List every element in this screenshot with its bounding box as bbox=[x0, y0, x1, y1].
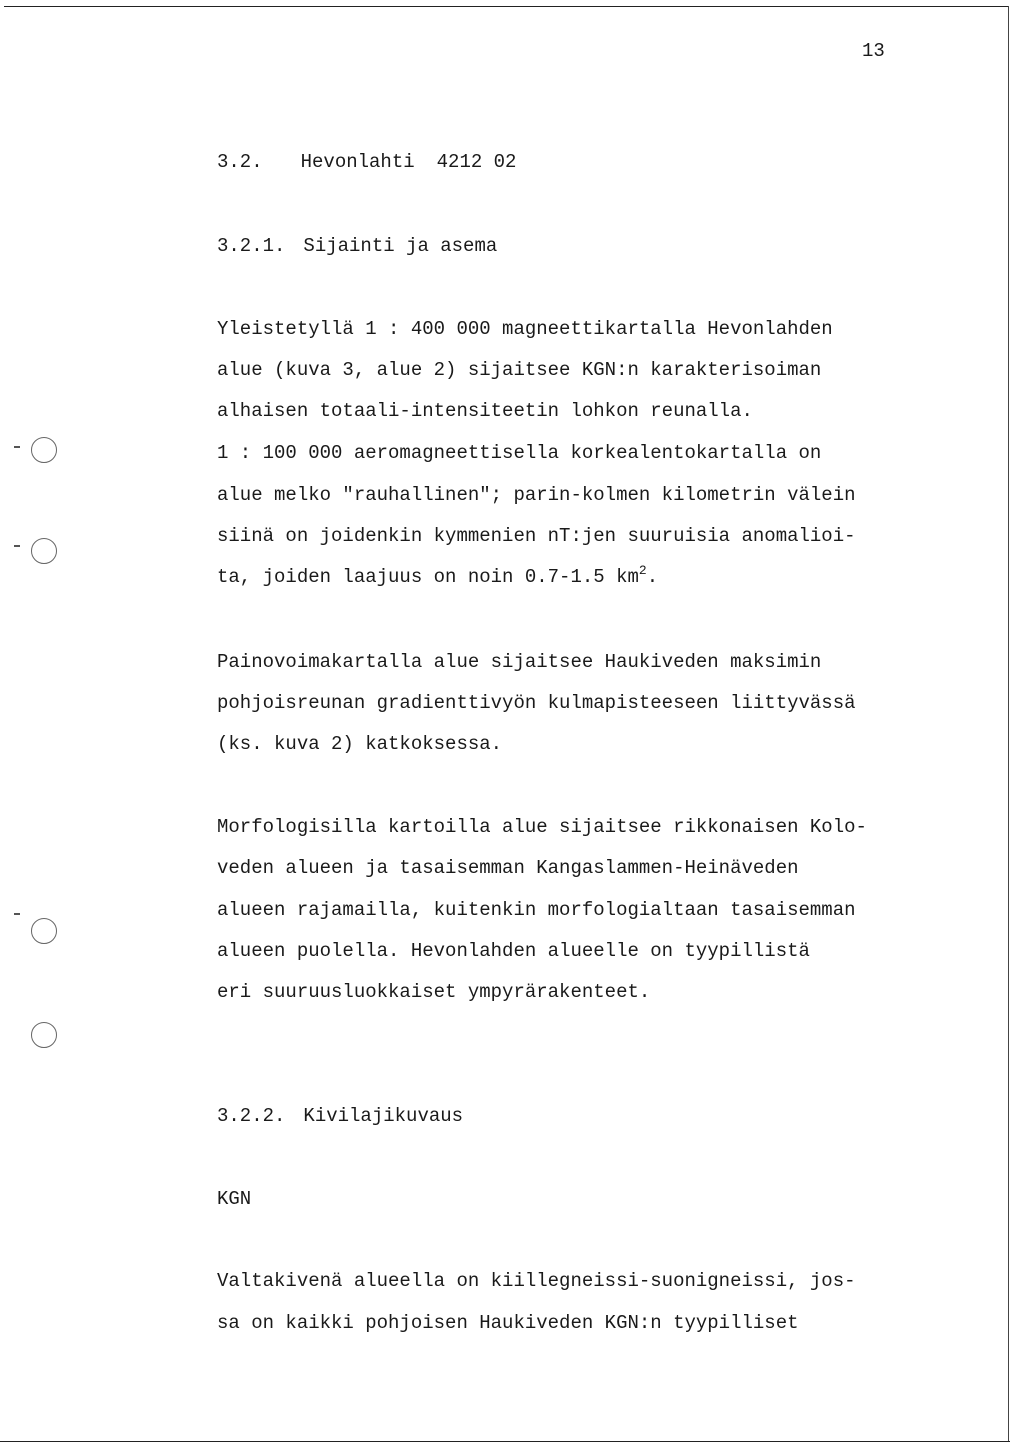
paragraph-line: pohjoisreunan gradienttivyön kulmapisteeseen liittyvässä bbox=[217, 692, 856, 714]
paragraph-line: siinä on joidenkin kymmenien nT:jen suuruisia anomalioi- bbox=[217, 525, 856, 547]
paragraph-text: ta, joiden laajuus on noin 0.7-1.5 km bbox=[217, 566, 639, 588]
section-heading bbox=[217, 151, 516, 173]
section-code: 4212 02 bbox=[436, 151, 517, 173]
paragraph-line: alueen rajamailla, kuitenkin morfologialtaan tasaisemman bbox=[217, 899, 856, 921]
paragraph-line: Valtakivenä alueella on kiillegneissi-suonigneissi, jos- bbox=[217, 1270, 856, 1292]
page-number: 13 bbox=[862, 40, 885, 62]
punch-hole-icon bbox=[31, 538, 57, 564]
subsection-heading-1 bbox=[217, 235, 497, 257]
punch-hole-icon bbox=[31, 1022, 57, 1048]
paragraph-end: . bbox=[646, 566, 659, 588]
subsection-number: 3.2.1. bbox=[217, 235, 286, 257]
punch-hole-icon bbox=[31, 918, 57, 944]
top-border-line bbox=[4, 6, 1008, 7]
kgn-label: KGN bbox=[217, 1188, 252, 1210]
subsection-heading-2 bbox=[217, 1105, 463, 1127]
paragraph-line: Painovoimakartalla alue sijaitsee Haukiveden maksimin bbox=[217, 651, 822, 673]
paragraph-line: veden alueen ja tasaisemman Kangaslammen-Heinäveden bbox=[217, 857, 799, 879]
paragraph-line: alueen puolella. Hevonlahden alueelle on tyypillistä bbox=[217, 940, 810, 962]
paragraph-line: (ks. kuva 2) katkoksessa. bbox=[217, 733, 503, 755]
margin-mark bbox=[14, 913, 20, 915]
paragraph-line: alhaisen totaali-intensiteetin lohkon reunalla. bbox=[217, 400, 753, 422]
section-title: Hevonlahti bbox=[300, 151, 415, 173]
margin-mark bbox=[14, 446, 20, 448]
paragraph-line: eri suuruusluokkaiset ympyrärakenteet. bbox=[217, 981, 651, 1003]
superscript: 2 bbox=[638, 563, 647, 578]
section-number: 3.2. bbox=[217, 151, 263, 173]
subsection-title: Kivilajikuvaus bbox=[303, 1105, 464, 1127]
paragraph-line: Yleistetyllä 1 : 400 000 magneettikartalla Hevonlahden bbox=[217, 318, 833, 340]
margin-mark bbox=[14, 545, 20, 547]
subsection-title: Sijainti ja asema bbox=[303, 235, 498, 257]
subsection-number: 3.2.2. bbox=[217, 1105, 286, 1127]
paragraph-line: alue melko "rauhallinen"; parin-kolmen kilometrin välein bbox=[217, 484, 856, 506]
paragraph-line: Morfologisilla kartoilla alue sijaitsee rikkonaisen Kolo- bbox=[217, 816, 867, 838]
paragraph-line-last bbox=[217, 563, 659, 588]
right-border-line bbox=[1008, 6, 1009, 1442]
bottom-border-line bbox=[0, 1441, 1010, 1442]
paragraph-line: sa on kaikki pohjoisen Haukiveden KGN:n tyypilliset bbox=[217, 1312, 799, 1334]
paragraph-line: alue (kuva 3, alue 2) sijaitsee KGN:n karakterisoiman bbox=[217, 359, 822, 381]
punch-hole-icon bbox=[31, 437, 57, 463]
paragraph-line: 1 : 100 000 aeromagneettisella korkealentokartalla on bbox=[217, 442, 822, 464]
